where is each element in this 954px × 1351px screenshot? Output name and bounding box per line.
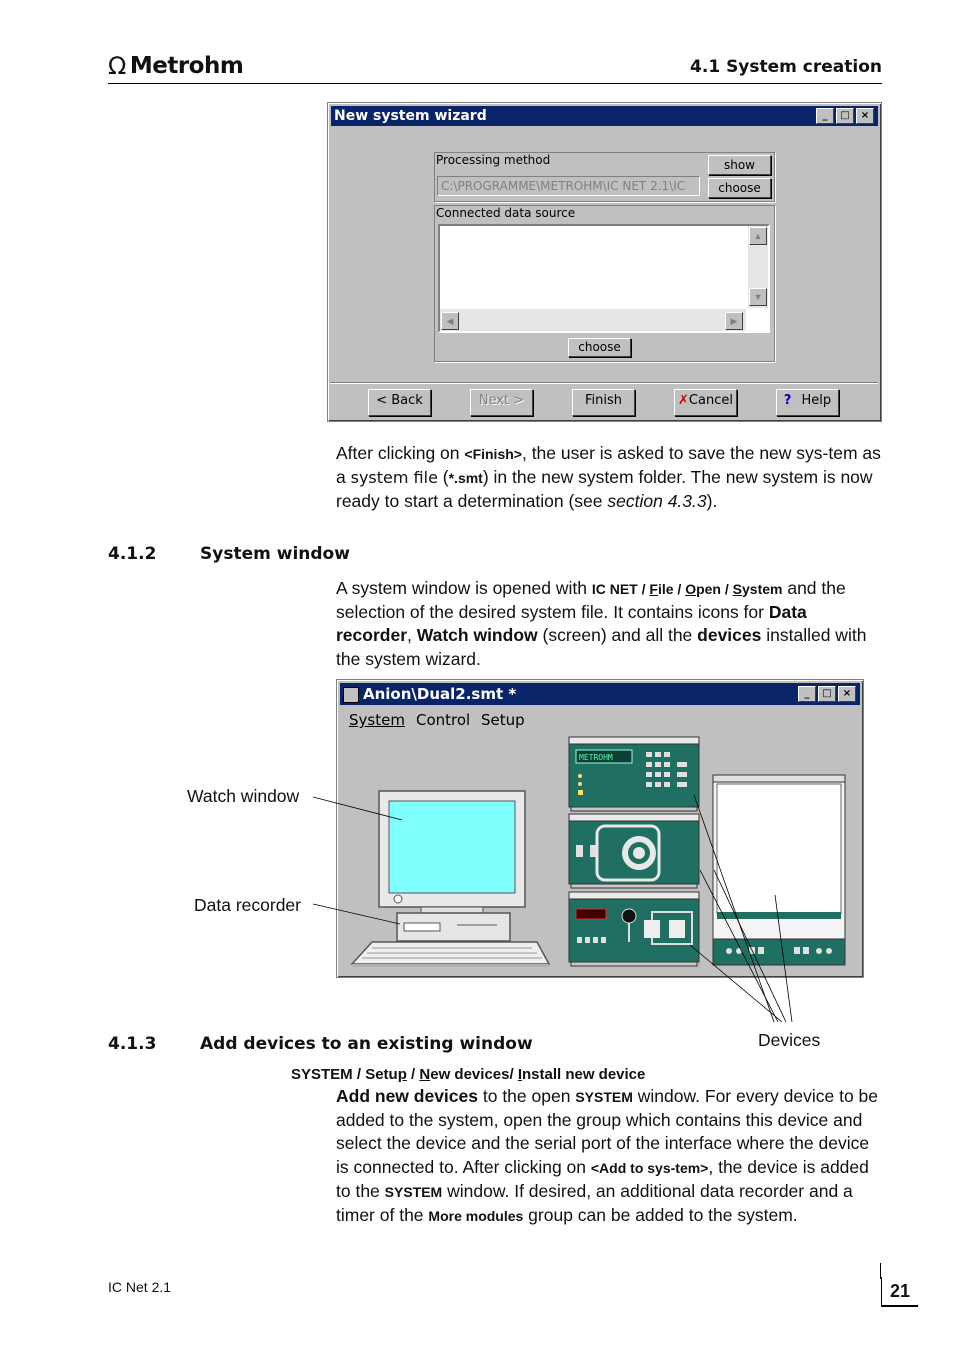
text: (: [437, 467, 449, 488]
data-recorder-icon[interactable]: [352, 913, 549, 967]
device-icon-3[interactable]: [569, 892, 699, 966]
menu-path-setup: Setu: [365, 1066, 398, 1083]
choose-data-source-button[interactable]: choose: [568, 338, 631, 357]
menu-path-install-accel: I: [517, 1066, 522, 1083]
text: , the user is asked to save the new sys-tem as a: [336, 443, 881, 488]
system-icons-canvas: [337, 680, 863, 977]
callout-data-recorder: Data recorder: [194, 895, 301, 915]
finish-keyword: <Finish>: [464, 446, 522, 462]
minimize-icon[interactable]: _: [816, 108, 834, 124]
menu-open: pen: [696, 581, 721, 597]
text: to the open: [478, 1086, 576, 1106]
logo-text: Metrohm: [129, 53, 244, 79]
menu-system: ystem: [742, 581, 783, 597]
menu-path-setup-accel: p: [397, 1066, 407, 1083]
watch-window-icon[interactable]: [379, 791, 525, 914]
text: (screen) and all the: [537, 625, 698, 646]
footer-product: IC Net 2.1: [108, 1279, 172, 1295]
menu-open-accel: O: [685, 581, 697, 597]
text: window. If desired, an additional data recorder and a timer of the: [336, 1180, 853, 1226]
minimize-icon[interactable]: _: [798, 686, 816, 702]
paragraph-finish: [336, 442, 884, 514]
menu-label: Control: [416, 711, 471, 729]
wizard-button-bar-divider: [330, 382, 878, 383]
processing-method-path-field[interactable]: C:\PROGRAMME\METROHM\IC NET 2.1\IC: [437, 176, 700, 196]
smt-extension: *.smt: [448, 470, 483, 487]
page-number: 21: [881, 1277, 918, 1307]
header-rule: [108, 83, 882, 84]
menu-path-install-new-device: nstall new device: [521, 1066, 646, 1083]
metrohm-logo: [108, 52, 243, 80]
section-number: 4.1.3: [108, 1034, 157, 1054]
section-number: 4.1.2: [108, 544, 157, 564]
maximize-icon[interactable]: □: [818, 686, 836, 702]
watch-window-term: Watch window: [416, 625, 538, 646]
close-icon[interactable]: ×: [838, 686, 856, 702]
more-modules-keyword: More modules: [428, 1208, 524, 1225]
scroll-right-icon[interactable]: ▶: [725, 312, 743, 330]
connected-data-source-label: Connected data source: [436, 206, 576, 220]
finish-button[interactable]: Finish: [572, 389, 635, 416]
show-button[interactable]: show: [708, 155, 771, 175]
text: window. For every device to be added to the system, open the group which contains this device and select the device and the serial port of the interface where the device is connected to. After clicking on: [336, 1086, 879, 1177]
text: /: [720, 581, 733, 597]
menu-path-new-devices: ew devices: [430, 1066, 510, 1083]
next-button[interactable]: Next >: [470, 389, 533, 416]
text: installed with the system wizard.: [336, 625, 867, 669]
menu-path-system: SYSTEM: [291, 1066, 353, 1083]
text: A system window is opened with: [336, 578, 592, 598]
text: ,: [407, 625, 417, 646]
scroll-down-icon[interactable]: ▼: [749, 288, 767, 306]
cancel-x-icon: ✗: [678, 393, 689, 408]
processing-method-label: Processing method: [436, 153, 551, 167]
header-section-title: 4.1 System creation: [690, 57, 882, 77]
section-heading-413: [108, 1034, 533, 1054]
section-heading-412: [108, 544, 350, 564]
system-keyword: SYSTEM: [384, 1183, 443, 1200]
add-new-devices-term: Add new devices: [336, 1086, 478, 1106]
data-source-list[interactable]: [438, 224, 770, 333]
choose-method-button[interactable]: choose: [708, 178, 771, 198]
callout-devices: Devices: [758, 1030, 821, 1050]
device-icon-1[interactable]: [569, 737, 699, 811]
callout-watch-window: Watch window: [187, 786, 300, 806]
devices-term: devices: [697, 625, 762, 646]
menu-label: Setup: [481, 711, 525, 729]
section-reference: section 4.3.3: [607, 491, 707, 512]
device-icon-2[interactable]: [569, 814, 699, 888]
cancel-button[interactable]: [674, 389, 737, 416]
help-label: Help: [801, 393, 832, 408]
add-to-system-keyword: <Add to sys-tem>: [590, 1159, 709, 1176]
text: /: [637, 581, 650, 597]
menu-icnet: IC NET: [591, 581, 638, 597]
text: /: [673, 581, 686, 597]
text: , the device is added to the: [336, 1156, 869, 1201]
menu-path: [291, 1066, 645, 1083]
help-question-icon: ?: [783, 393, 792, 408]
system-keyword: SYSTEM: [575, 1089, 633, 1105]
paragraph-system-window: [336, 577, 884, 671]
menu-file: ile: [657, 581, 674, 597]
system-window: [336, 679, 864, 978]
text: ) in the new system folder. The new system is now ready to start a determination (see: [336, 467, 873, 512]
wizard-titlebar: [331, 106, 878, 126]
menu-system-accel: S: [732, 581, 742, 597]
wizard-title: New system wizard: [334, 108, 487, 124]
text: /: [406, 1066, 420, 1083]
text: /: [509, 1066, 518, 1083]
data-recorder-term: Data recorder: [336, 602, 807, 646]
scroll-up-icon[interactable]: ▲: [749, 227, 767, 245]
menu-path-new-accel: N: [419, 1066, 431, 1083]
omega-logo-icon: Ω: [108, 52, 126, 80]
section-title: System window: [200, 544, 350, 564]
text: /: [352, 1066, 366, 1083]
help-button[interactable]: [776, 389, 839, 416]
close-icon[interactable]: ×: [856, 108, 874, 124]
menu-label: System: [349, 711, 405, 729]
system-file-term: system file: [350, 468, 438, 488]
menu-file-accel: F: [649, 581, 658, 597]
system-window-title: Anion\Dual2.smt *: [363, 685, 517, 703]
new-system-wizard-window: [327, 102, 882, 422]
cancel-label: Cancel: [688, 393, 733, 408]
text: After clicking on: [336, 443, 465, 463]
scroll-left-icon[interactable]: ◀: [441, 312, 459, 330]
device-display: METROHM: [579, 753, 613, 762]
text: and the selection of the desired system file. It contains icons for: [336, 578, 846, 623]
device-icon-4[interactable]: [713, 775, 845, 965]
text: ).: [706, 491, 718, 512]
text: group can be added to the system.: [523, 1205, 798, 1226]
paragraph-add-devices: [336, 1085, 884, 1228]
section-title: Add devices to an existing window: [200, 1034, 533, 1054]
back-button[interactable]: < Back: [368, 389, 431, 416]
maximize-icon[interactable]: □: [836, 108, 854, 124]
